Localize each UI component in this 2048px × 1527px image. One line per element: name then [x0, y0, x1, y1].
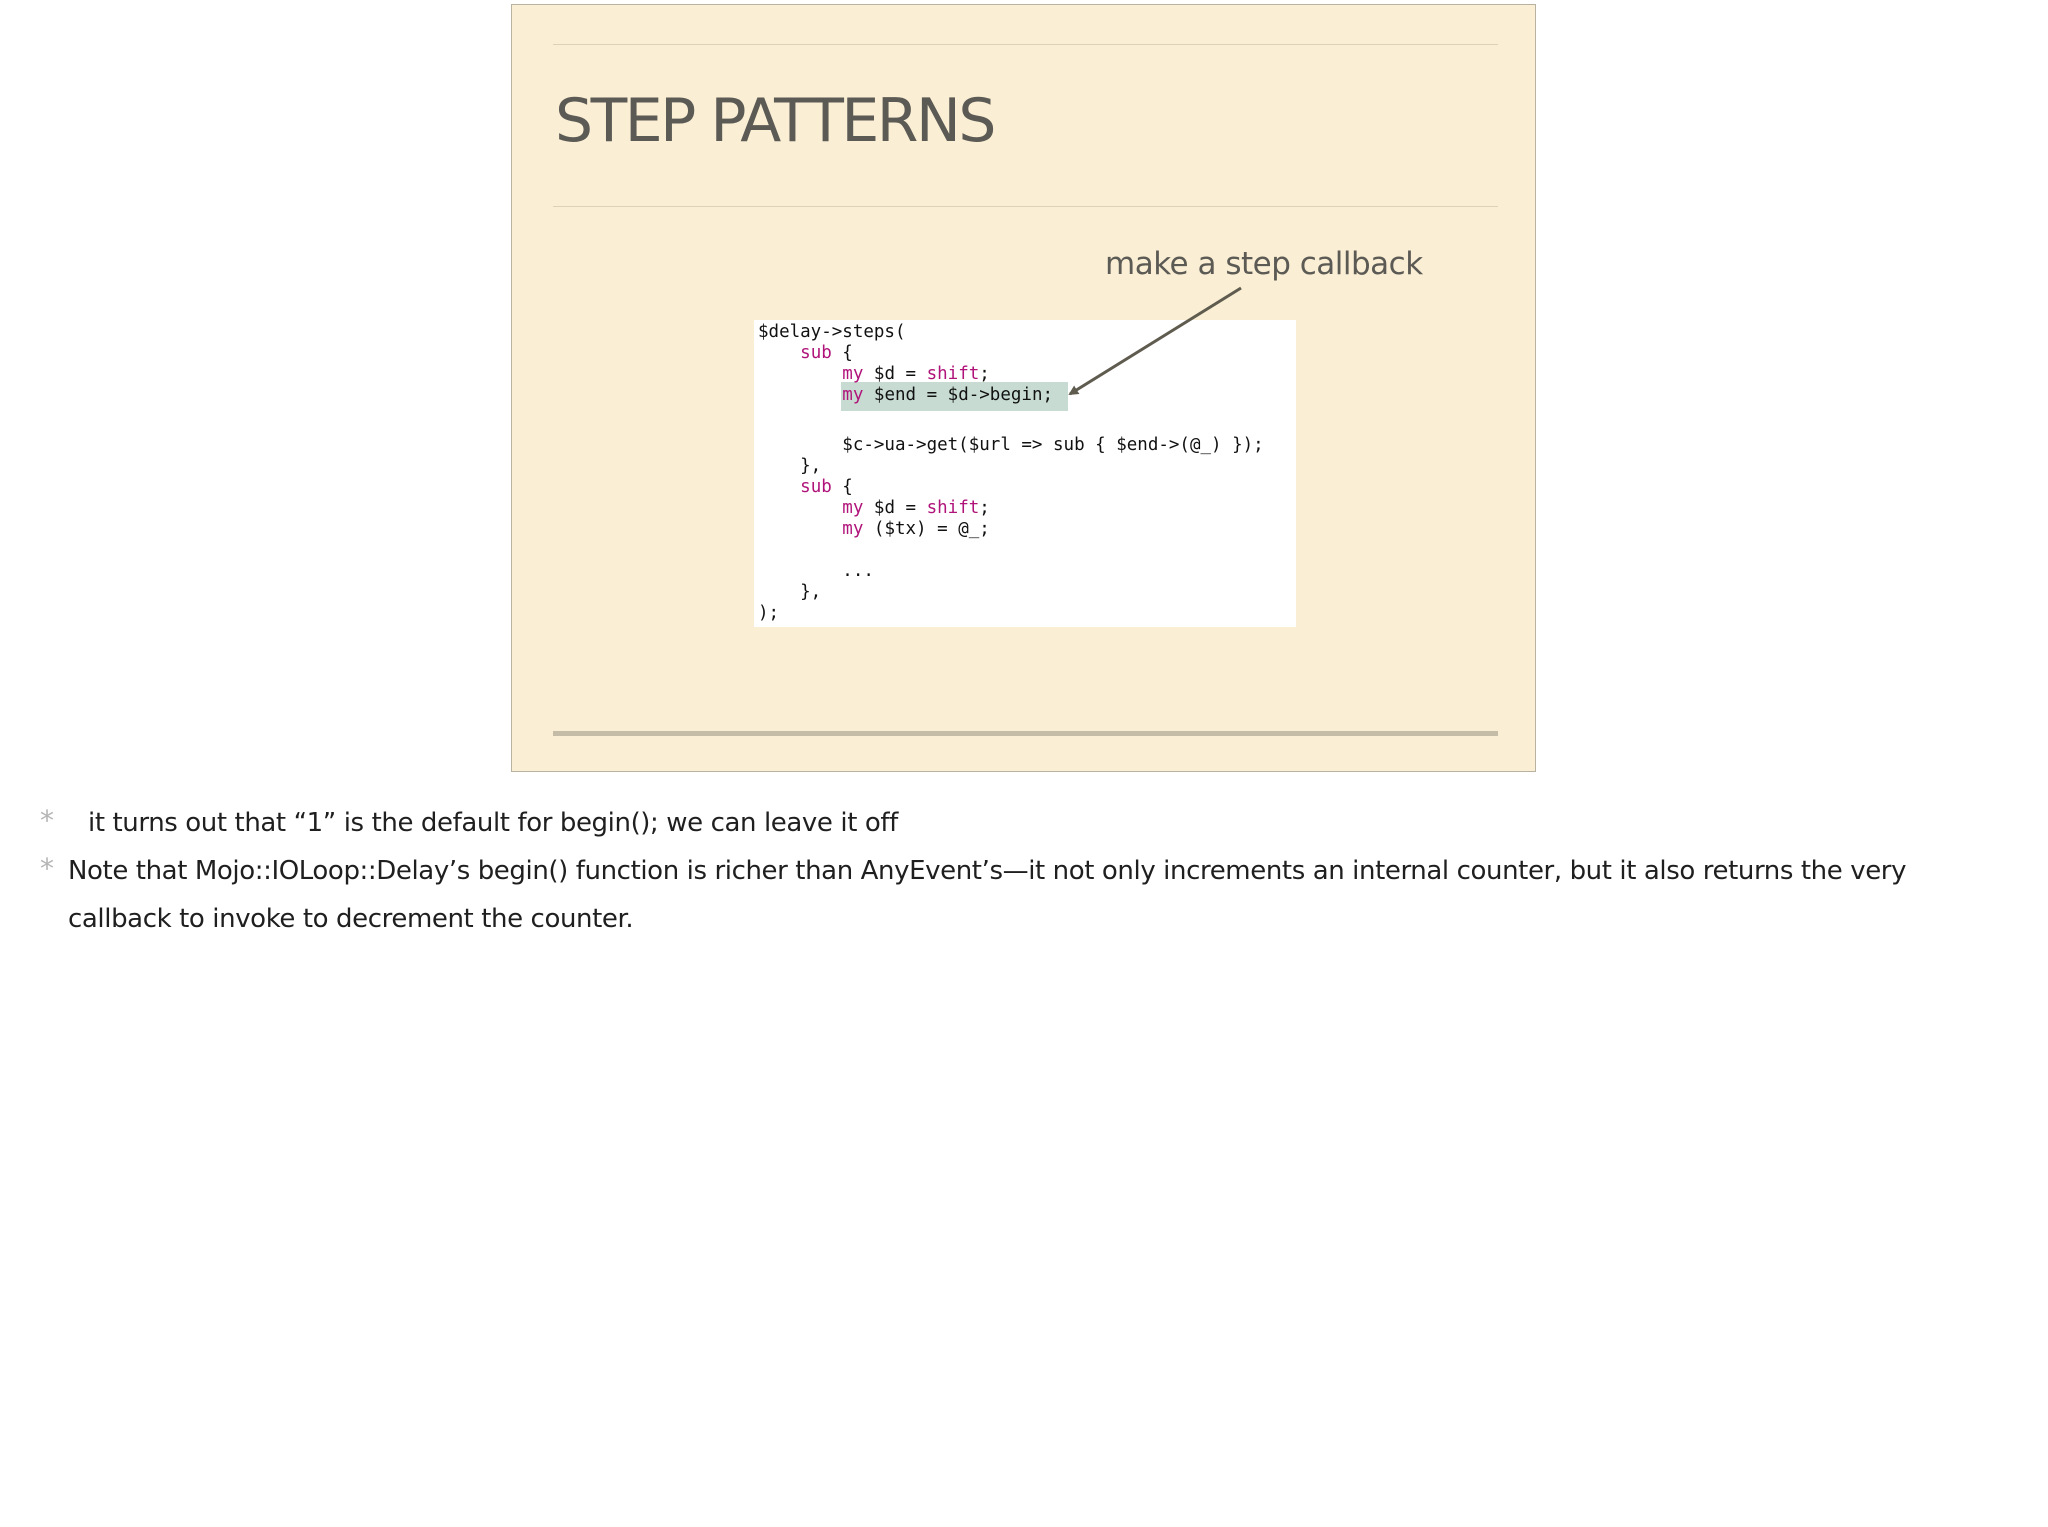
code-text: );	[758, 603, 780, 623]
code-keyword: my	[842, 385, 864, 405]
slide	[511, 4, 1536, 772]
code-keyword: my	[842, 519, 864, 539]
code-text: },	[758, 582, 822, 602]
code-keyword: my	[842, 498, 864, 518]
bullet-icon: *	[40, 804, 54, 837]
note-item: Note that Mojo::IOLoop::Delay’s begin() function is richer than AnyEvent’s—it not only increments an internal counter, but it also returns the very	[68, 856, 1907, 886]
code-text: $d =	[863, 498, 927, 518]
bottom-rule	[553, 731, 1498, 736]
code-text: ;	[979, 498, 990, 518]
code-keyword: my	[842, 364, 864, 384]
code-text: $c->ua->get($url => sub { $end->(@_) });	[758, 435, 1264, 455]
code-text: ($tx) = @_;	[863, 519, 990, 539]
code-text: {	[831, 477, 853, 497]
slide-title: STEP PATTERNS	[555, 86, 994, 156]
code-keyword: sub	[800, 477, 832, 497]
code-keyword: shift	[926, 364, 980, 384]
code-text: ;	[979, 364, 990, 384]
code-text: $end = $d->begin;	[863, 385, 1054, 405]
code-text: $d =	[863, 364, 927, 384]
note-item: it turns out that “1” is the default for begin(); we can leave it off	[88, 808, 898, 838]
code-text: },	[758, 456, 822, 476]
callout-label: make a step callback	[1105, 246, 1423, 282]
code-keyword: sub	[800, 343, 832, 363]
callout-arrow	[512, 5, 1537, 773]
note-item: callback to invoke to decrement the counter.	[68, 904, 634, 934]
code-text: $delay->steps(	[758, 322, 906, 342]
bullet-icon: *	[40, 852, 54, 885]
code-text: {	[831, 343, 853, 363]
code-text: ...	[758, 561, 874, 581]
code-keyword: shift	[926, 498, 980, 518]
arrow-line	[1070, 288, 1241, 394]
